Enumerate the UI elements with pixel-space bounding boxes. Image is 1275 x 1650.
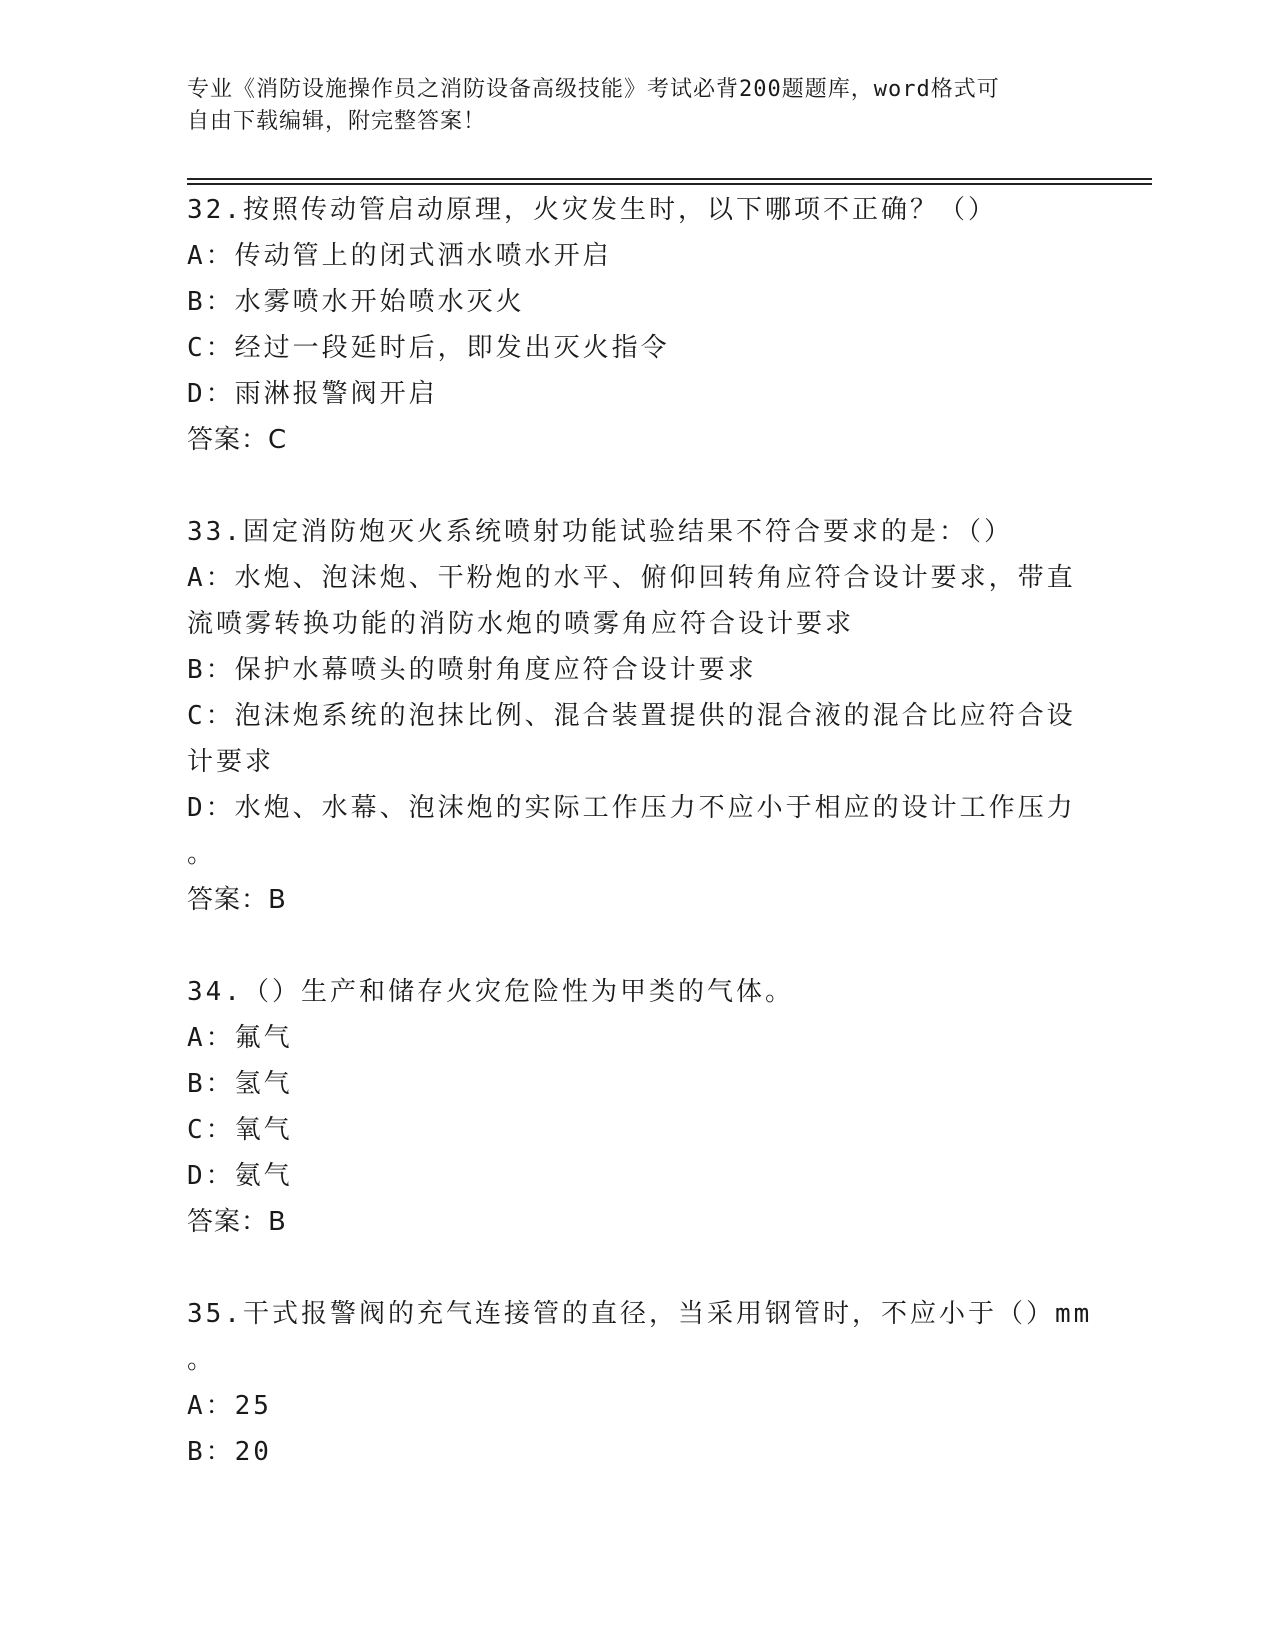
option-c: C：经过一段延时后，即发出灭火指令 — [187, 333, 670, 363]
question-stem: 33.固定消防炮灭火系统喷射功能试验结果不符合要求的是：（） — [187, 517, 1013, 547]
header-line-2: 自由下载编辑，附完整答案！ — [187, 109, 487, 134]
header-divider-bottom — [187, 183, 1152, 185]
question-list — [187, 187, 1093, 1475]
answer: 答案：B — [187, 1207, 287, 1237]
option-c: C：泡沫炮系统的泡抹比例、混合装置提供的混合液的混合比应符合设 — [187, 701, 1076, 731]
option-c: C：氧气 — [187, 1115, 293, 1145]
spacer — [187, 463, 1087, 509]
spacer — [187, 923, 1087, 969]
question-32 — [187, 187, 1087, 463]
option-b: B：水雾喷水开始喷水灭火 — [187, 287, 525, 317]
option-d-continued: 。 — [187, 839, 217, 869]
question-stem-continued: 。 — [187, 1345, 217, 1375]
option-b: B：氢气 — [187, 1069, 293, 1099]
option-b: B：保护水幕喷头的喷射角度应符合设计要求 — [187, 655, 757, 685]
header-line-1: 专业《消防设施操作员之消防设备高级技能》考试必背200题题库，word格式可 — [187, 77, 1000, 102]
question-stem: 35.干式报警阀的充气连接管的直径，当采用钢管时，不应小于（）mm — [187, 1299, 1093, 1329]
option-b: B：20 — [187, 1437, 272, 1467]
question-35 — [187, 1291, 1093, 1475]
question-stem: 32.按照传动管启动原理，火灾发生时，以下哪项不正确？（） — [187, 195, 997, 225]
spacer — [187, 1245, 1087, 1291]
option-d: D：水炮、水幕、泡沫炮的实际工作压力不应小于相应的设计工作压力 — [187, 793, 1076, 823]
document-header — [187, 74, 1067, 138]
option-d: D：氨气 — [187, 1161, 293, 1191]
option-a: A：传动管上的闭式洒水喷水开启 — [187, 241, 612, 271]
option-d: D：雨淋报警阀开启 — [187, 379, 438, 409]
question-stem: 34.（）生产和储存火灾危险性为甲类的气体。 — [187, 977, 794, 1007]
option-c-continued: 计要求 — [187, 747, 275, 777]
answer: 答案：C — [187, 425, 288, 455]
question-33 — [187, 509, 1087, 923]
option-a: A：水炮、泡沫炮、干粉炮的水平、俯仰回转角应符合设计要求，带直 — [187, 563, 1076, 593]
option-a: A：氟气 — [187, 1023, 293, 1053]
option-a-continued: 流喷雾转换功能的消防水炮的喷雾角应符合设计要求 — [187, 609, 855, 639]
question-34 — [187, 969, 1087, 1245]
answer: 答案：B — [187, 885, 287, 915]
header-divider-top — [187, 178, 1152, 180]
option-a: A：25 — [187, 1391, 272, 1421]
